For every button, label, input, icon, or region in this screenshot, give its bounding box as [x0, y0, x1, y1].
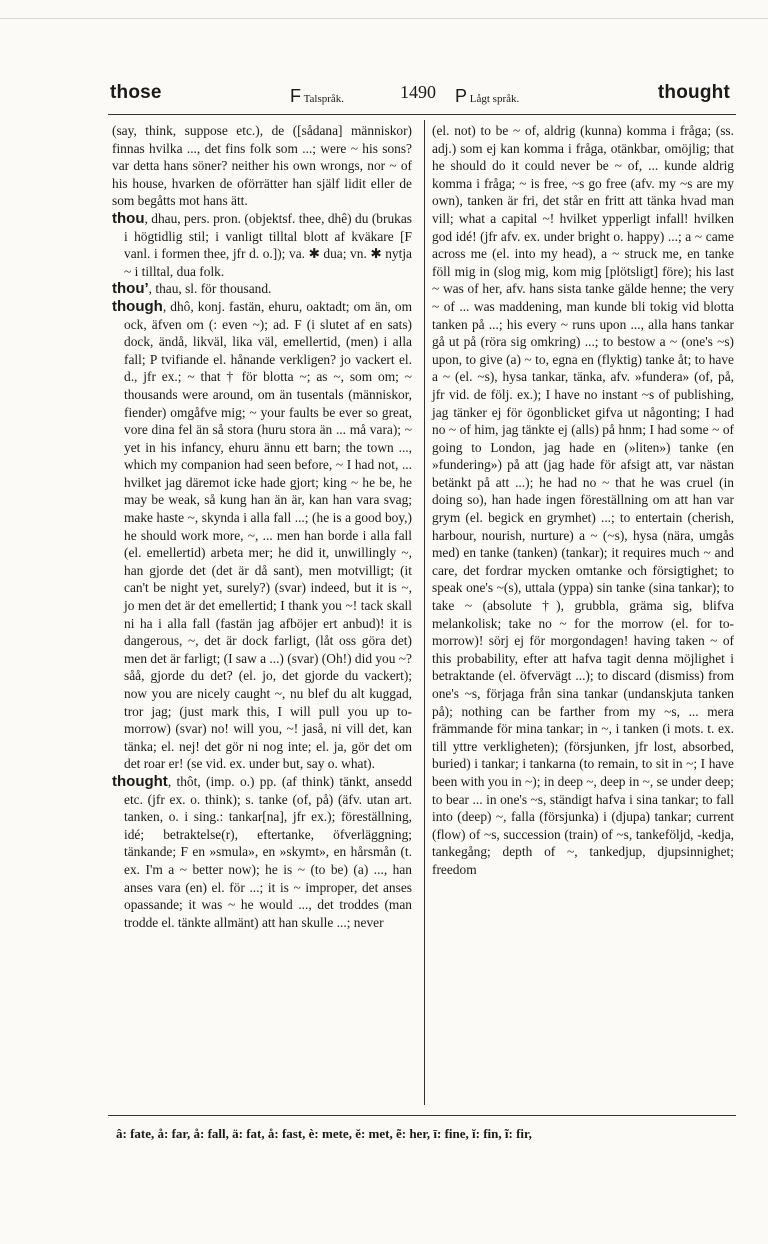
entry-text: (el. not) to be ~ of, aldrig (kunna) komma i fråga; (ss. adj.) som ej kan komma i fråga, otänkbar, omöjlig; that he should do it could never be ~ of, ... kunde aldrig komma i fråga; ~ is free, ~s go free (afv. my ~s are my own), tanken är fri, det står en fritt att tänka hvad man vill; what a capital ~! hvilket ypperligt infall! hvilken god idé! (jfr afv. ex. under bright o. happy) ...; a ~ came across me (el. into my head), a ~ struck me, en tanke föll mig in (slog mig, kom mig [plötsligt] före); his last ~ was of her, afv. hans sista tanke gälde henne; the very ~ of ... was maddening, man kunde bli tokig vid blotta tanken på ...; his every ~ runs upon ..., alla hans tankar gå ut på (röra sig omkring) ...; to bestow a ~ (one's ~s) upon, to give (a) ~ to, egna en (flyktig) tanke åt; to have a ~ (el. ~s), hysa tankar, tänka, afv. »fundera» (of, på, jfr vid. de följ. ex.); I have no instant ~s of publishing, jag tänker ej för ögonblicket gifva ut någonting; I had no ~ of him, jag tänkte ej (alls) på hnm; I had some ~ of going to London, jag hade en (»liten») tanke (en »fundering») på att (jag hade för afsigt att, var nästan betänkt på att ...); he had no ~ that he was cruel (in doing so), han hade ingen föreställning om att han var grym (el. begick en grymhet) ...; to entertain (cherish, harbour, nourish, nurture) a ~ (~s), hysa (nära, umgås med) en tanke (tanken) (tankar); it requires much ~ and care, det fordrar mycken omtanke och försigtighet; to speak one's ~(s), uttala (yppa) sin tanke (sina tankar); to take ~ (absolute †), grubbla, gräma sig, blifva melankolisk; take no ~ for the morrow (el. for to-morrow)! sörj ej för morgondagen! having taken ~ of this probability, efter att hafva tagit denna möjlighet i betraktande (el. öfvervägt ...); to discard (dismiss) from one's ~s, förjaga från sina tankar (undanskjuta tanken på); nothing can be farther from my ~s, ... mera främmande för mina tankar; in ~, i tanken (i mots. t. ex. till yttre verkligheten); (försjunken, jfr lost, absorbed, buried) i tankar; i tankarna (to remain, to sit in ~; I have been with you in ~); in deep ~, deep in ~, se under deep; to bear ... in one's ~s, ständigt hafva i sina tankar; to fall into (deep) ~, falla (försjunka) i (djupa) tankar; current (flow) of ~s, succession (train) of ~s, tankeföljd, -kedja, tankegång; depth of ~, tankedjup, djupsinnighet; freedom	[432, 123, 734, 877]
header-label-right	[455, 86, 519, 107]
label-right-glyph: P	[455, 86, 468, 106]
entry-thought-continuation	[432, 122, 734, 879]
entry-text: (say, think, suppose etc.), de ([sådana] människor) finnas hvilka ..., det fins folk som ...; were ~ his sons? var detta hans söner? neither his own wrongs, nor ~ of his house, hvarken de oförrätter han själf lidit eller de som begåtts mot hans ätt.	[112, 123, 412, 209]
label-right-text: Lågt språk.	[469, 93, 520, 105]
entry-headword: thou’	[112, 280, 149, 298]
entry-text: , thau, sl. för thousand.	[148, 281, 272, 297]
entry-continuation	[112, 122, 412, 210]
entry-headword: thought	[112, 772, 168, 790]
left-column	[112, 122, 412, 931]
entry-headword: thou	[112, 209, 145, 227]
header-headword-left: those	[110, 82, 162, 103]
page-number: 1490	[400, 82, 436, 102]
top-edge-line	[0, 18, 768, 19]
label-left-text: Talspråk.	[303, 93, 345, 105]
header-rule	[108, 114, 736, 115]
pronunciation-key: â: fate, å: far, å: fall, ä: fat, å: fast, è: mete, ĕ: met, ẽ: her, ī: fine, ĭ: fin, ĩ: fir,	[116, 1126, 532, 1141]
column-divider	[424, 120, 425, 1105]
header-headword-right: thought	[657, 82, 730, 103]
entry-text: , thôt, (imp. o.) pp. (af think) tänkt, ansedd etc. (jfr ex. o. think); s. tanke (of, på) (äfv. utan art. tanken, o. i sing.: tankar[na], jfr ex.); föreställning, idé; betraktelse(r), eftertanke, öfverläggning; tänkande; F en »smula», en »skymt», en hårsmån (t. ex. I'm a ~ better now); he is ~ (to be) (a) ..., han anses vara (en) el. för ...; it is ~ improper, det anses opassande; it was ~ he would ..., det troddes (man trodde el. tänkte allmänt) att han skulle ...; never	[124, 773, 412, 930]
entry-thou	[112, 210, 412, 280]
entry-thought	[112, 773, 412, 931]
right-column	[432, 122, 734, 879]
entry-headword: though	[112, 297, 163, 315]
page-header	[110, 82, 730, 108]
entry-text: , dhô, konj. fastän, ehuru, oaktadt; om än, om ock, äfven om (: even ~); ad. F (i slutet af en sats) dock, ändå, likväl, lika väl, emellertid, (men) i alla fall; P tvifiande el. hånande verkligen? jo vackert el. d., jfr ex.; ~ that † för blotta ~; as ~, som om; ~ thousands were around, om än tusentals (människor, fiender) omgåfve mig; ~ your faults be ever so great, vore dina fel än så stora (huru stora än ... må vara); ~ yet in his infancy, ehuru ännu ett barn; the town ..., which my companion had seen before, ~ I had not, ... hvilket jag däremot icke hade gjort; king ~ he be, he may be weak, så kung han än är, kan han vara svag; make haste ~, skynda i alla fall ...; (he is a good boy,) he should work more, ~, ... men han borde i alla fall (el. emellertid) arbeta mer; he did it, unwillingly ~, han gjorde det (det är då sant), men motvilligt; (it can't be night yet, surely?) (svar) indeed, but it is ~, jo men det är det emellertid; I thank you ~! tack skall ni ha i alla fall (fastän jag afböjer ert anbud)! it is dangerous, ~, det är dock farligt, (låt oss göra det) men det är farligt; (I saw a ...) (svar) (Oh!) did you ~? såå, gjorde du det? (el. jo, det gjorde du vackert); now you are nicely caught ~, nu blef du alt kuggad, tror jag; (just mark this, I will pull you up to-morrow) (svar) no! will you, ~! jaså, ni vill det, kan tänka; el. nej! det gör ni nog inte; el. ja, gör det om det roar er! (se vid. ex. under but, say o. what).	[124, 298, 412, 772]
label-left-glyph: F	[290, 86, 301, 106]
entry-though	[112, 298, 412, 773]
entry-thou-apostrophe	[112, 280, 412, 298]
footer-rule	[108, 1115, 736, 1116]
entry-text: , dhau, pers. pron. (objektsf. thee, dhê) du (brukas i högtidlig stil; i vanligt tilltal blott af kväkare [F vanl. i formen thee, jfr d. o.]); va. ✱ dua; vn. ✱ nytja ~ i tilltal, dua folk.	[124, 210, 412, 279]
header-label-left	[290, 86, 344, 107]
